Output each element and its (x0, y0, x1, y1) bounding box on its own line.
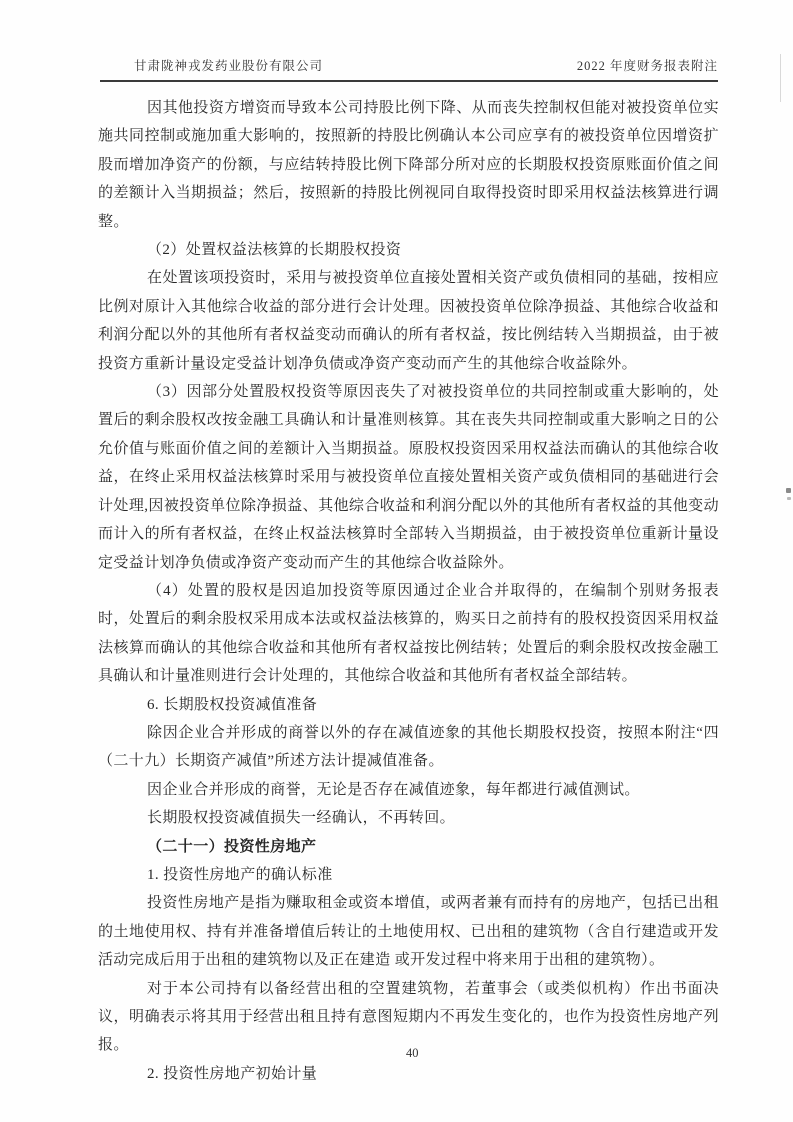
paragraph-impairment-no-reversal: 长期股权投资减值损失一经确认，不再转回。 (147, 810, 456, 827)
header-company-name: 甘肃陇神戎发药业股份有限公司 (134, 59, 324, 73)
subheading-initial-measurement: 2. 投资性房地产初始计量 (147, 1065, 318, 1082)
subheading-impairment-provision: 6. 长期股权投资减值准备 (147, 696, 318, 713)
subheading-recognition-criteria: 1. 投资性房地产的确认标准 (147, 866, 333, 883)
page-number: 40 (406, 1046, 419, 1060)
paragraph-partial-disposal: （3）因部分处置股权投资等原因丧失了对被投资单位的共同控制或重大影响的，处置后的剩余股权改按金融工具确认和计量准则核算。其在丧失共同控制或重大影响之日的公允价值与账面价值之间的差额计入当期损益。原股权投资因采用权益法而确认的其他综合收益，在终止采用权益法核算时采用与被投资单位直接处置相关资产或负债相同的基础进行会计处理,因被投资单位除净损益、其他综合收益和利润分配以外的其他所有者权益的其他变动而计入的所有者权益，在终止权益法核算时全部转入当期损益，由于被投资单位重新计量设定受益计划净负债或净资产变动而产生的其他综合收益除外。 (98, 384, 719, 571)
header-report-title: 2022 年度财务报表附注 (576, 59, 718, 73)
subheading-disposal-equity-method: （2）处置权益法核算的长期股权投资 (147, 242, 402, 259)
paragraph-goodwill-test: 因企业合并形成的商誉，无论是否存在减值迹象，每年都进行减值测试。 (147, 781, 640, 798)
paragraph-investment-property-definition: 投资性房地产是指为赚取租金或资本增值，或两者兼有而持有的房地产，包括已出租的土地使用权、持有并准备增值后转让的土地使用权、已出租的建筑物（含自行建造或开发活动完成后用于出租的建筑物以及正在建造 或开发过程中将来用于出租的建筑物）。 (98, 895, 719, 969)
paragraph-business-combination-disposal: （4）处置的股权是因追加投资等原因通过企业合并取得的，在编制个别财务报表时，处置后的剩余股权采用成本法或权益法核算的，购买日之前持有的股权投资因采用权益法核算而确认的其他综合收益和其他所有者权益按比例结转；处置后的剩余股权改按金融工具确认和计量准则进行会计处理的，其他综合收益和其他所有者权益全部结转。 (98, 582, 719, 685)
paragraph-equity-dilution: 因其他投资方增资而导致本公司持股比例下降、从而丧失控制权但能对被投资单位实施共同控制或施加重大影响的，按照新的持股比例确认本公司应享有的被投资单位因增资扩股而增加净资产的份额，与应结转持股比例下降部分所对应的长期股权投资原账面价值之间的差额计入当期损益；然后，按照新的持股比例视同自取得投资时即采用权益法核算进行调整。 (98, 100, 719, 230)
document-body (98, 94, 719, 1088)
scan-spot-artifact (787, 497, 791, 500)
scan-spot-artifact (786, 488, 791, 493)
paragraph-impairment-method: 除因企业合并形成的商誉以外的存在减值迹象的其他长期股权投资，按照本附注“四（二十九）长期资产减值”所述方法计提减值准备。 (98, 724, 719, 770)
paragraph-vacant-building: 对于本公司持有以备经营出租的空置建筑物，若董事会（或类似机构）作出书面决议，明确表示将其用于经营出租且持有意图短期内不再发生变化的，也作为投资性房地产列报。 (98, 980, 719, 1054)
heading-investment-property: （二十一）投资性房地产 (147, 838, 317, 855)
paragraph-disposal-treatment: 在处置该项投资时，采用与被投资单位直接处置相关资产或负债相同的基础，按相应比例对原计入其他综合收益的部分进行会计处理。因被投资单位除净损益、其他综合收益和利润分配以外的其他所有者权益变动而确认的所有者权益，按比例结转入当期损益，由于被投资方重新计量设定受益计划净负债或净资产变动而产生的其他综合收益除外。 (98, 270, 719, 372)
scan-edge-artifact (780, 54, 781, 102)
header-divider (100, 80, 718, 82)
